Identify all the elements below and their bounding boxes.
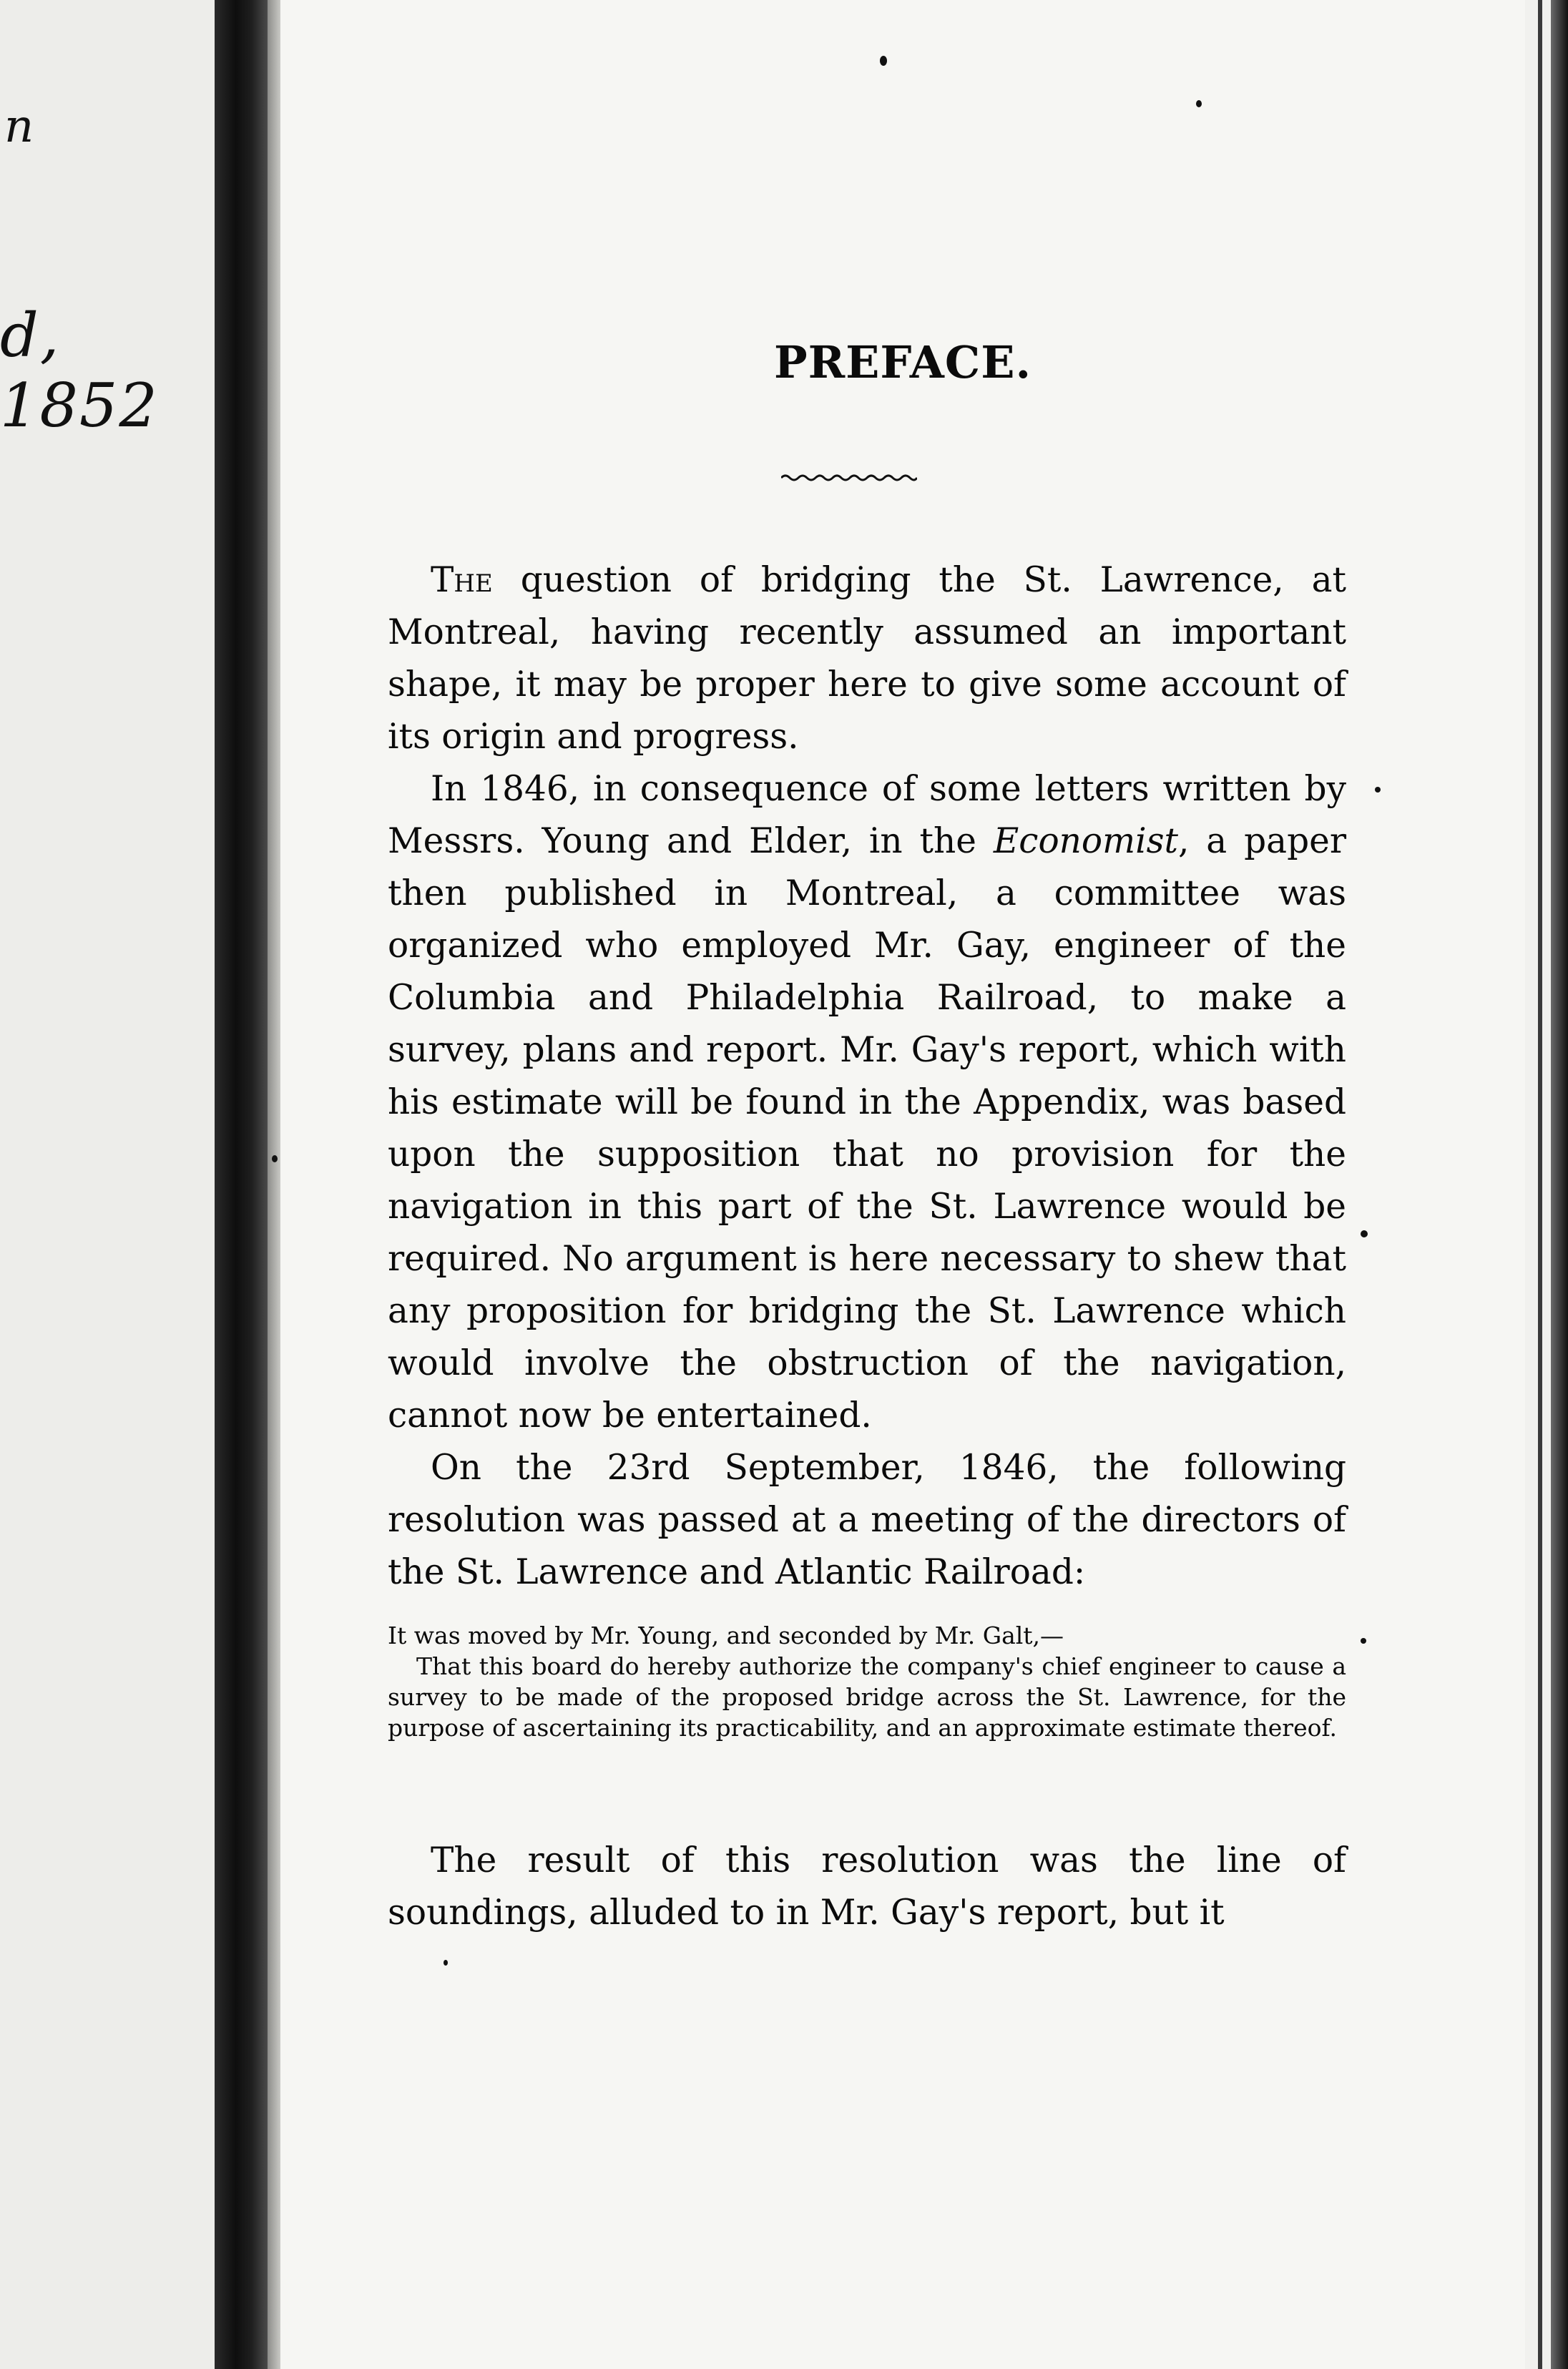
quote-intro: It was moved by Mr. Young, and seconded by Mr. Galt,— [388,1622,1064,1649]
closing-text [388,1835,1346,1939]
paragraph-2-italic: Economist [993,821,1178,861]
scan-speck [1361,1230,1368,1237]
right-page-edge [1551,0,1568,2369]
scan-speck [272,1155,278,1162]
margin-note-top: n [4,100,34,153]
paragraph-2-text-after: , a paper then published in Montreal, a committee was organized who employed Mr. Gay, engineer of the Columbia and Philadelphia Railroad, to make a survey, plans and report. Mr. Gay's report, which with his estimate will be found in the Appendix, was based upon the supposition that no provision for the navigation in this part of the St. Lawrence would be required. No argument is here necessary to shew that any proposition for bridging the St. Lawrence which would involve the obstruction of the navigation, cannot now be entertained. [388,821,1346,1436]
page-edge-shadow [1538,0,1542,2369]
quote-body: That this board do hereby authorize the company's chief engineer to cause a survey to be made of the proposed bridge across the St. Lawrence, for the purpose of ascertaining its practicability, and an approximate estimate thereof. [388,1652,1346,1742]
quoted-resolution [388,1620,1346,1743]
page-title: PREFACE. [773,336,1032,388]
paragraph-3 [388,1442,1346,1599]
paragraph-1-text: question of bridging the St. Lawrence, at Montreal, having recently assumed an important shape, it may be proper here to give some account of its origin and progress. [388,560,1346,757]
paragraph-3-text: On the 23rd September, 1846, the following resolution was passed at a meeting of the directors of the St. Lawrence and Atlantic Railroad: [388,1448,1346,1592]
paragraph-1 [388,554,1346,763]
paragraph-closing [388,1835,1346,1939]
paragraph-2 [388,763,1346,1442]
scan-speck [880,56,887,66]
title-ornament-rule [781,472,917,484]
scan-speck [1361,1638,1366,1644]
scan-speck [444,1960,448,1966]
scan-speck [1375,787,1381,793]
book-page [280,0,1525,2369]
paragraph-closing-text: The result of this resolution was the line of soundings, alluded to in Mr. Gay's report, but it [388,1840,1346,1933]
margin-note-date: d, 1852 [0,300,159,441]
previous-page-margin [0,0,215,2369]
main-text [388,554,1346,1599]
paragraph-2-text-before: In 1846, in consequence of some letters written by Messrs. Young and Elder, in the [388,769,1346,861]
gutter-edge [268,0,280,2369]
paragraph-1-lead: The [431,560,493,600]
scan-speck [1196,100,1202,107]
book-spine-gutter [215,0,268,2369]
